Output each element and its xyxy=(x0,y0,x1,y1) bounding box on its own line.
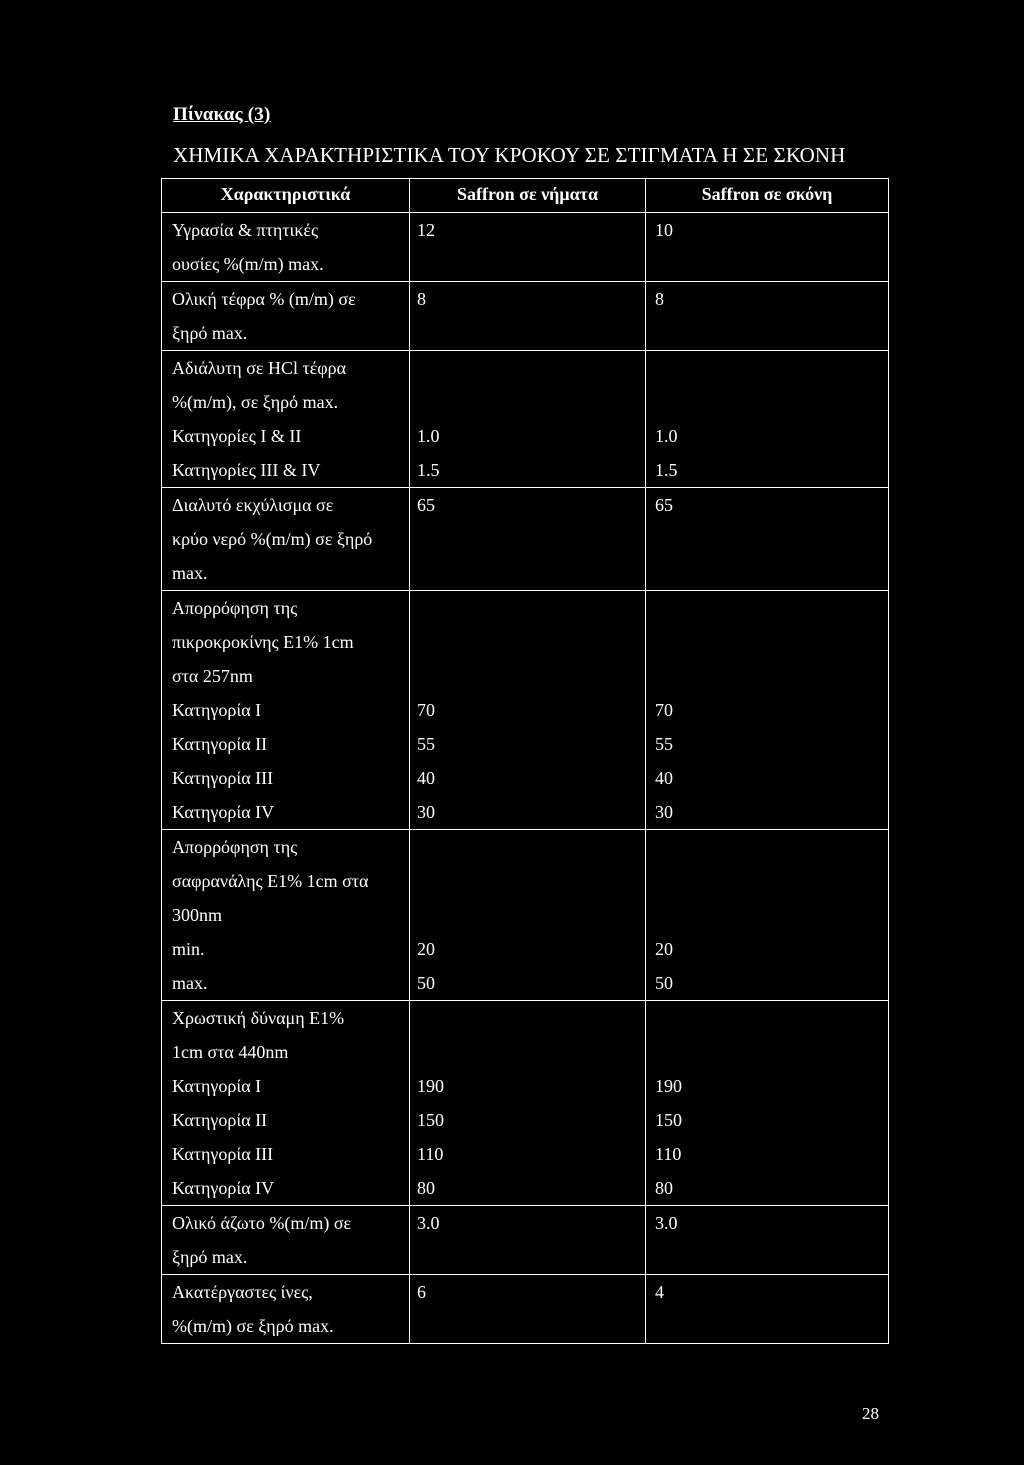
saffron-powder-value xyxy=(655,556,888,590)
saffron-threads-value: 20 xyxy=(417,939,435,959)
saffron-powder-value xyxy=(655,898,888,932)
characteristic-line: Κατηγορία II xyxy=(172,734,268,754)
saffron-powder-value xyxy=(655,351,888,385)
saffron-powder-value: 3.0 xyxy=(655,1213,678,1233)
saffron-powder-value xyxy=(655,385,888,419)
characteristic-line: Υγρασία & πτητικές xyxy=(172,220,319,240)
saffron-threads-value xyxy=(417,1035,645,1069)
saffron-powder-value: 10 xyxy=(655,220,673,240)
characteristic-line: ουσίες %(m/m) max. xyxy=(172,254,324,274)
saffron-threads-value: 65 xyxy=(417,495,435,515)
characteristic-line: max. xyxy=(172,973,208,993)
characteristic-line: Κατηγορία IV xyxy=(172,1178,275,1198)
saffron-powder-value: 30 xyxy=(655,802,673,822)
saffron-threads-value: 6 xyxy=(417,1282,426,1302)
saffron-powder-value xyxy=(655,522,888,556)
saffron-threads-value xyxy=(417,351,645,385)
table-row xyxy=(162,281,888,350)
saffron-threads-cell xyxy=(409,1001,645,1205)
saffron-powder-value xyxy=(655,1309,888,1343)
saffron-powder-value: 190 xyxy=(655,1076,682,1096)
saffron-powder-value xyxy=(655,864,888,898)
saffron-powder-value xyxy=(655,659,888,693)
saffron-powder-cell xyxy=(645,1001,888,1205)
saffron-threads-cell xyxy=(409,1275,645,1343)
header-characteristics: Χαρακτηριστικά xyxy=(220,184,351,204)
saffron-threads-value: 80 xyxy=(417,1178,435,1198)
saffron-powder-value: 1.5 xyxy=(655,460,678,480)
saffron-threads-value xyxy=(417,898,645,932)
saffron-threads-value xyxy=(417,591,645,625)
saffron-threads-value: 12 xyxy=(417,220,435,240)
characteristic-line: πικροκροκίνης E1% 1cm xyxy=(172,632,354,652)
saffron-threads-value: 150 xyxy=(417,1110,444,1130)
characteristic-line: Κατηγορία IV xyxy=(172,802,275,822)
characteristic-line: Διαλυτό εκχύλισμα σε xyxy=(172,495,334,515)
saffron-powder-value: 40 xyxy=(655,768,673,788)
characteristic-line: Κατηγορία I xyxy=(172,1076,262,1096)
characteristic-line: Απορρόφηση της xyxy=(172,598,298,618)
characteristic-cell xyxy=(162,213,409,281)
characteristic-cell xyxy=(162,591,409,829)
saffron-powder-value xyxy=(655,625,888,659)
characteristic-line: ξηρό max. xyxy=(172,1247,248,1267)
saffron-threads-value xyxy=(417,556,645,590)
characteristic-line: Ακατέργαστες ίνες, xyxy=(172,1282,313,1302)
saffron-powder-cell xyxy=(645,830,888,1000)
saffron-powder-value: 65 xyxy=(655,495,673,515)
saffron-threads-value xyxy=(417,1309,645,1343)
saffron-threads-value xyxy=(417,522,645,556)
saffron-powder-value xyxy=(655,1035,888,1069)
saffron-powder-cell xyxy=(645,488,888,590)
saffron-threads-value: 1.0 xyxy=(417,426,440,446)
saffron-threads-cell xyxy=(409,351,645,487)
saffron-threads-value: 3.0 xyxy=(417,1213,440,1233)
saffron-threads-cell xyxy=(409,830,645,1000)
saffron-threads-value: 30 xyxy=(417,802,435,822)
saffron-threads-value: 50 xyxy=(417,973,435,993)
characteristic-line: στα 257nm xyxy=(172,666,253,686)
table-row xyxy=(162,487,888,590)
saffron-powder-value: 110 xyxy=(655,1144,682,1164)
table-caption: Πίνακας (3) xyxy=(173,104,271,125)
saffron-powder-value: 70 xyxy=(655,700,673,720)
saffron-threads-value xyxy=(417,1240,645,1274)
saffron-threads-value: 55 xyxy=(417,734,435,754)
characteristic-line: κρύο νερό %(m/m) σε ξηρό xyxy=(172,529,373,549)
header-saffron-threads: Saffron σε νήματα xyxy=(409,179,645,212)
characteristic-cell xyxy=(162,282,409,350)
characteristic-line: σαφρανάλης E1% 1cm στα xyxy=(172,871,369,891)
table-row xyxy=(162,350,888,487)
characteristic-line: Αδιάλυτη σε HCl τέφρα xyxy=(172,358,347,378)
table-row xyxy=(162,829,888,1000)
saffron-threads-cell xyxy=(409,1206,645,1274)
saffron-powder-value: 50 xyxy=(655,973,673,993)
saffron-powder-value xyxy=(655,1240,888,1274)
table-row xyxy=(162,212,888,281)
characteristic-cell xyxy=(162,1001,409,1205)
characteristic-line: 1cm στα 440nm xyxy=(172,1042,289,1062)
saffron-threads-value: 110 xyxy=(417,1144,444,1164)
table-row xyxy=(162,1274,888,1343)
saffron-powder-cell xyxy=(645,591,888,829)
table-title: ΧΗΜΙΚΑ ΧΑΡΑΚΤΗΡΙΣΤΙΚΑ ΤΟΥ ΚΡΟΚΟΥ ΣΕ ΣΤΙΓΜΑΤΑ Η ΣΕ ΣΚΟΝΗ xyxy=(173,143,846,167)
saffron-powder-cell xyxy=(645,1275,888,1343)
saffron-threads-cell xyxy=(409,591,645,829)
saffron-threads-cell xyxy=(409,488,645,590)
saffron-threads-value: 190 xyxy=(417,1076,444,1096)
saffron-powder-cell xyxy=(645,213,888,281)
saffron-threads-value xyxy=(417,385,645,419)
characteristic-line: Ολικό άζωτο %(m/m) σε xyxy=(172,1213,352,1233)
characteristic-cell xyxy=(162,1206,409,1274)
characteristic-line: Κατηγορία II xyxy=(172,1110,268,1130)
saffron-powder-cell xyxy=(645,282,888,350)
saffron-powder-value: 55 xyxy=(655,734,673,754)
characteristic-cell xyxy=(162,830,409,1000)
characteristic-line: Ολική τέφρα % (m/m) σε xyxy=(172,289,356,309)
saffron-threads-value xyxy=(417,316,645,350)
saffron-threads-value xyxy=(417,864,645,898)
page-number: 28 xyxy=(862,1404,879,1423)
saffron-powder-value: 80 xyxy=(655,1178,673,1198)
saffron-powder-cell xyxy=(645,1206,888,1274)
chemical-characteristics-table xyxy=(161,178,889,1344)
characteristic-line: ξηρό max. xyxy=(172,323,248,343)
saffron-powder-value xyxy=(655,1001,888,1035)
characteristic-line: %(m/m) σε ξηρό max. xyxy=(172,1316,334,1336)
characteristic-line: 300nm xyxy=(172,905,223,925)
saffron-powder-value: 150 xyxy=(655,1110,682,1130)
saffron-threads-cell xyxy=(409,282,645,350)
saffron-threads-cell xyxy=(409,213,645,281)
saffron-threads-value xyxy=(417,830,645,864)
saffron-threads-value: 8 xyxy=(417,289,426,309)
saffron-threads-value: 40 xyxy=(417,768,435,788)
saffron-powder-value xyxy=(655,830,888,864)
characteristic-cell xyxy=(162,1275,409,1343)
table-row xyxy=(162,1000,888,1205)
characteristic-line: Κατηγορίες I & II xyxy=(172,426,302,446)
characteristic-line: Απορρόφηση της xyxy=(172,837,298,857)
header-saffron-powder: Saffron σε σκόνη xyxy=(645,179,888,212)
saffron-powder-value xyxy=(655,316,888,350)
saffron-threads-value xyxy=(417,625,645,659)
saffron-powder-value: 1.0 xyxy=(655,426,678,446)
table-row xyxy=(162,1205,888,1274)
characteristic-line: Κατηγορία III xyxy=(172,1144,274,1164)
saffron-threads-value: 70 xyxy=(417,700,435,720)
characteristic-cell xyxy=(162,488,409,590)
saffron-threads-value: 1.5 xyxy=(417,460,440,480)
saffron-threads-value xyxy=(417,247,645,281)
table-row xyxy=(162,590,888,829)
characteristic-line: Κατηγορίες III & IV xyxy=(172,460,321,480)
saffron-threads-value xyxy=(417,659,645,693)
table-body xyxy=(162,212,888,1343)
characteristic-cell xyxy=(162,351,409,487)
saffron-powder-value: 4 xyxy=(655,1282,664,1302)
characteristic-line: min. xyxy=(172,939,205,959)
saffron-threads-value xyxy=(417,1001,645,1035)
table-header-row xyxy=(162,179,888,212)
characteristic-line: Κατηγορία III xyxy=(172,768,274,788)
characteristic-line: %(m/m), σε ξηρό max. xyxy=(172,392,339,412)
saffron-powder-value: 20 xyxy=(655,939,673,959)
saffron-powder-cell xyxy=(645,351,888,487)
saffron-powder-value xyxy=(655,247,888,281)
saffron-powder-value: 8 xyxy=(655,289,664,309)
characteristic-line: Κατηγορία I xyxy=(172,700,262,720)
characteristic-line: Χρωστική δύναμη E1% xyxy=(172,1008,345,1028)
characteristic-line: max. xyxy=(172,563,208,583)
saffron-powder-value xyxy=(655,591,888,625)
